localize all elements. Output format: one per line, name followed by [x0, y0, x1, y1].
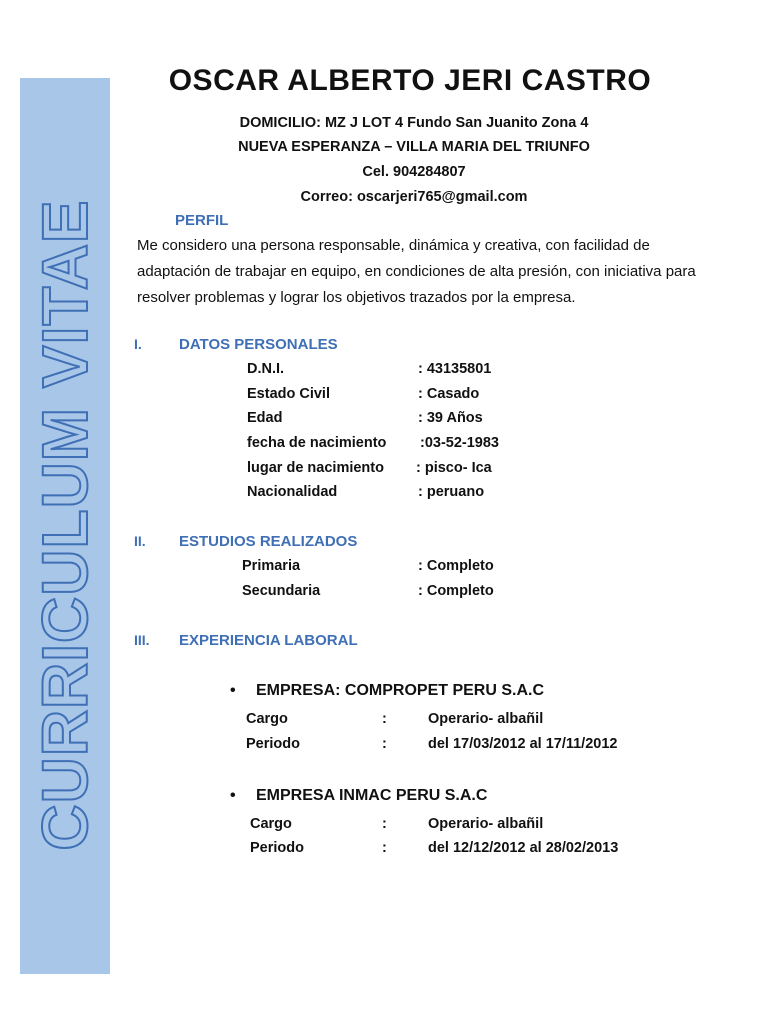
- studies-value-secondary: : Completo: [418, 583, 494, 599]
- profile-title: PERFIL: [175, 212, 229, 229]
- personal-label-age: Edad: [247, 410, 283, 426]
- section-title-personal: DATOS PERSONALES: [179, 336, 338, 353]
- section-title-studies: ESTUDIOS REALIZADOS: [179, 533, 358, 550]
- address-line-1: DOMICILIO: MZ J LOT 4 Fundo San Juanito Zona 4: [239, 115, 589, 131]
- sidebar-title: CURRICULUM VITAE: [29, 199, 101, 851]
- job-2-company: EMPRESA INMAC PERU S.A.C: [256, 787, 488, 804]
- section-title-experience: EXPERIENCIA LABORAL: [179, 632, 358, 649]
- job-2-cargo: Operario- albañil: [428, 816, 544, 832]
- studies-label-secondary: Secundaria: [242, 583, 321, 599]
- studies-label-primary: Primaria: [242, 558, 301, 574]
- job-1-company: EMPRESA: COMPROPET PERU S.A.C: [256, 682, 545, 699]
- personal-value-birthplace: : pisco- Ica: [416, 460, 492, 476]
- personal-label-civil: Estado Civil: [247, 386, 330, 402]
- job-1-periodo-colon: :: [382, 736, 387, 752]
- personal-value-age: : 39 Años: [418, 410, 483, 426]
- personal-value-birthdate: :03-52-1983: [420, 435, 499, 451]
- job-2-cargo-label: Cargo: [250, 816, 292, 832]
- job-2-periodo: del 12/12/2012 al 28/02/2013: [428, 840, 619, 856]
- personal-label-nationality: Nacionalidad: [247, 484, 338, 500]
- job-1-cargo-label: Cargo: [246, 711, 288, 727]
- personal-label-birthplace: lugar de nacimiento: [247, 460, 384, 476]
- address-line-2: NUEVA ESPERANZA – VILLA MARIA DEL TRIUNFO: [238, 139, 590, 155]
- candidate-name: OSCAR ALBERTO JERI CASTRO: [168, 64, 652, 97]
- job-1-periodo: del 17/03/2012 al 17/11/2012: [428, 736, 618, 752]
- job-1-periodo-label: Periodo: [246, 736, 300, 752]
- profile-line-1: Me considero una persona responsable, dinámica y creativa, con facilidad de: [137, 237, 650, 254]
- job-1-cargo: Operario- albañil: [428, 711, 544, 727]
- job-1-bullet: •: [230, 682, 236, 699]
- section-numeral-personal: I.: [134, 336, 142, 352]
- studies-value-primary: : Completo: [418, 558, 494, 574]
- job-1-cargo-colon: :: [382, 711, 387, 727]
- job-2-periodo-colon: :: [382, 840, 387, 856]
- job-2-periodo-label: Periodo: [250, 840, 304, 856]
- personal-label-birthdate: fecha de nacimiento: [247, 435, 387, 451]
- personal-value-civil: : Casado: [418, 386, 480, 402]
- job-2-cargo-colon: :: [382, 816, 387, 832]
- personal-value-nationality: : peruano: [418, 484, 485, 500]
- profile-line-3: resolver problemas y lograr los objetivos trazados por la empresa.: [137, 289, 576, 306]
- email: Correo: oscarjeri765@gmail.com: [300, 189, 528, 205]
- section-numeral-experience: III.: [134, 632, 150, 648]
- personal-value-dni: : 43135801: [418, 361, 492, 377]
- phone: Cel. 904284807: [362, 164, 466, 180]
- profile-line-2: adaptación de trabajar en equipo, en condiciones de alta presión, con iniciativa para: [137, 263, 696, 280]
- personal-label-dni: D.N.I.: [247, 361, 285, 377]
- job-2-bullet: •: [230, 787, 236, 804]
- section-numeral-studies: II.: [134, 533, 146, 549]
